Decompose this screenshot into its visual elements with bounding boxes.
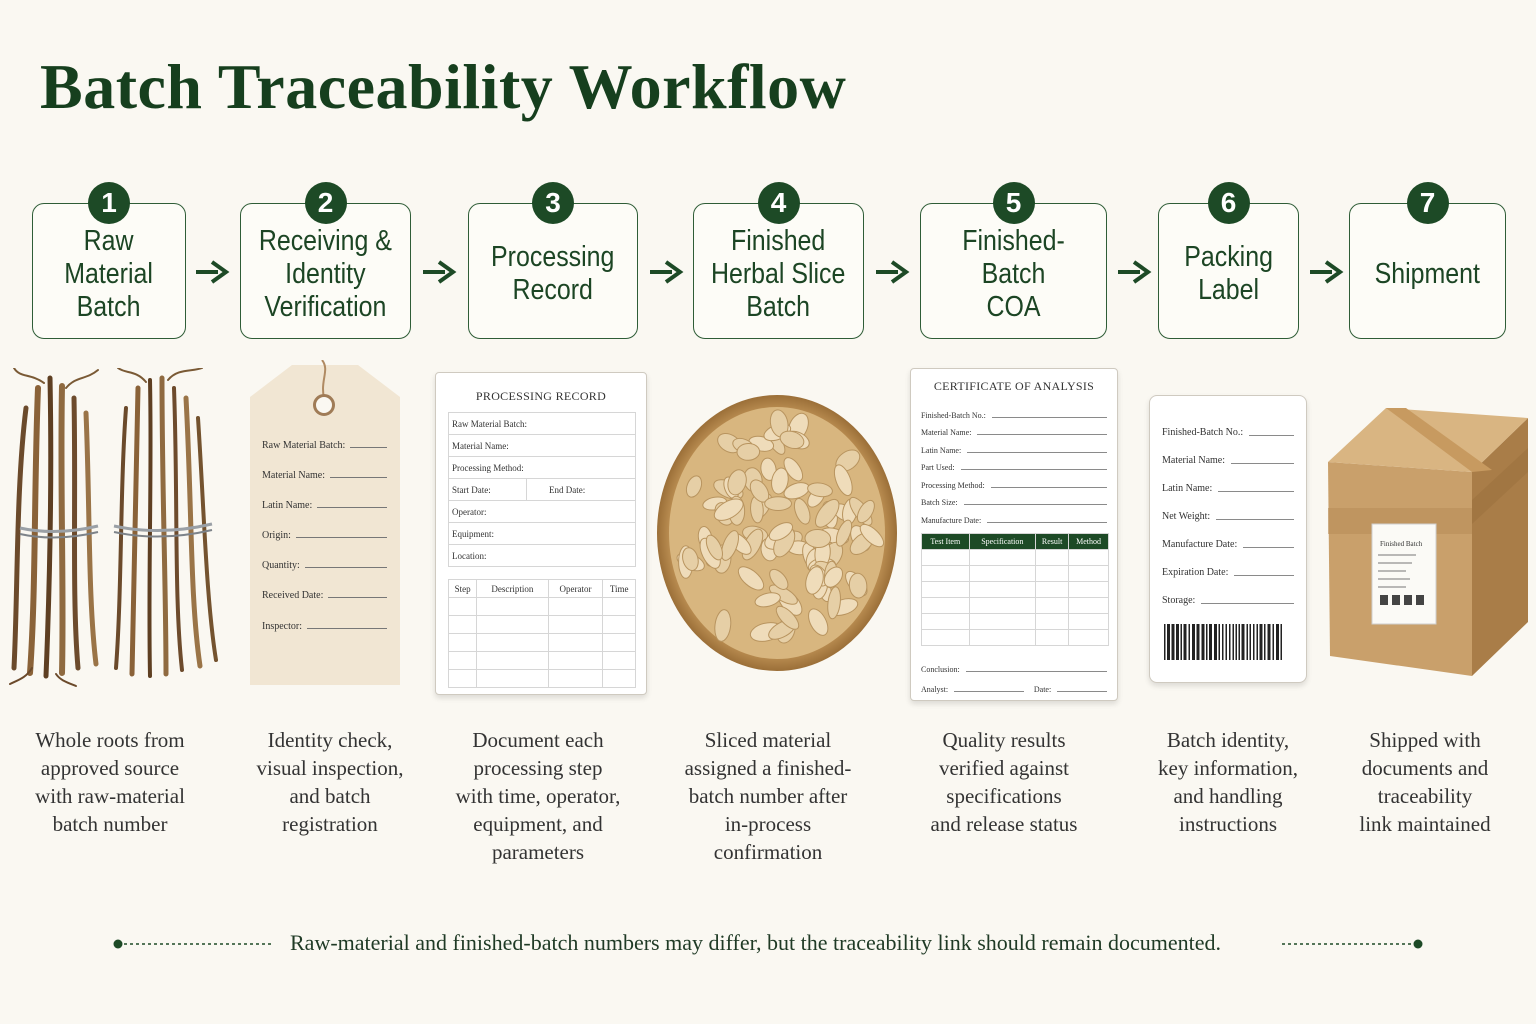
- barcode-bar: [1229, 624, 1231, 660]
- packing-label-document: Finished-Batch No.: Material Name: Latin Name: Net Weight: Manufacture Date: Expiration Date: Storage:: [1149, 395, 1307, 683]
- step-label: Processing Record: [491, 241, 615, 306]
- tag-field: Raw Material Batch:: [262, 440, 387, 451]
- footer-note-text: Raw-material and finished-batch numbers may differ, but the traceability link should remain documented.: [290, 930, 1221, 955]
- tag-field: Inspector:: [262, 621, 387, 632]
- barcode-bar: [1273, 624, 1275, 660]
- barcode-bar: [1202, 624, 1205, 660]
- footer-note: [112, 930, 1424, 960]
- step-number-badge: 7: [1407, 182, 1449, 224]
- step-description: Whole roots from approved source with raw-material batch number: [35, 728, 185, 836]
- step-label: Finished-Batch COA: [962, 224, 1065, 323]
- arrow-right-icon: [421, 257, 457, 287]
- arrow-right-icon: [648, 257, 684, 287]
- barcode-bar: [1268, 624, 1271, 660]
- coa-fields: Finished-Batch No.: Material Name: Latin Name: Part Used: Processing Method: Batch Size: Manufacture Date:: [921, 402, 1107, 525]
- barcode-bar: [1197, 624, 1200, 660]
- tag-field: Latin Name:: [262, 500, 387, 511]
- barcode-bar: [1176, 624, 1179, 660]
- barcode-bar: [1222, 624, 1224, 660]
- tag-field: Quantity:: [262, 560, 387, 571]
- coa-date-label: Date:: [1033, 684, 1052, 694]
- page-title: Batch Traceability Workflow: [40, 51, 847, 122]
- barcode-bar: [1189, 624, 1191, 660]
- barcode-bar: [1260, 624, 1263, 660]
- barcode-bar: [1236, 624, 1238, 660]
- step-number-badge: 6: [1208, 182, 1250, 224]
- step-description: Identity check, visual inspection, and batch registration: [256, 728, 404, 836]
- barcode-bar: [1167, 624, 1170, 660]
- step-description: Shipped with documents and traceability link maintained: [1359, 728, 1491, 836]
- arrow-right-icon: [874, 257, 910, 287]
- dotted-connector-left: [112, 938, 277, 950]
- barcode-bar: [1219, 624, 1221, 660]
- barcode-icon: [1162, 624, 1288, 660]
- barcode-bar: [1233, 624, 1235, 660]
- herbal-slice: [765, 497, 792, 511]
- arrow-right-icon: [194, 257, 230, 287]
- barcode-bar: [1247, 624, 1249, 660]
- step-number-badge: 3: [532, 182, 574, 224]
- step-packing-label: [1158, 187, 1299, 339]
- barcode-bar: [1226, 624, 1228, 660]
- barcode-bar: [1184, 624, 1187, 660]
- step-number-badge: 4: [758, 182, 800, 224]
- step-number-badge: 5: [993, 182, 1035, 224]
- step-receiving-identity-verification: [240, 187, 411, 339]
- barcode-bar: [1209, 624, 1212, 660]
- barcode-bar: [1214, 624, 1217, 660]
- barcode-bar: [1192, 624, 1195, 660]
- herbal-slice: [737, 443, 760, 461]
- processing-record-title: PROCESSING RECORD: [475, 389, 607, 403]
- barcode-bar: [1276, 624, 1279, 660]
- barcode-bar: [1264, 624, 1266, 660]
- step-description: Batch identity, key information, and handling instructions: [1158, 728, 1298, 836]
- barcode-bar: [1242, 624, 1245, 660]
- coa-results-table: Test Item Specification Result Method: [921, 533, 1109, 646]
- barcode-bar: [1206, 624, 1208, 660]
- coa-document: [910, 368, 1118, 701]
- barcode-bar: [1250, 624, 1252, 660]
- step-finished-batch-coa: [920, 187, 1107, 339]
- coa-analyst-label: Analyst:: [921, 684, 949, 694]
- coa-title: CERTIFICATE OF ANALYSIS: [933, 379, 1095, 393]
- tag-hole: [313, 394, 335, 416]
- step-shipment: [1349, 187, 1506, 339]
- herbal-slice-basket-image: [652, 385, 902, 675]
- step-label: Raw Material Batch: [64, 224, 154, 323]
- step-processing-record: [468, 187, 638, 339]
- tag-field: Material Name:: [262, 470, 387, 481]
- tag-field: Origin:: [262, 530, 387, 541]
- arrow-right-icon: [1116, 257, 1152, 287]
- barcode-bar: [1281, 624, 1283, 660]
- processing-record-document: PROCESSING RECORD Raw Material Batch: Material Name: Processing Method: Start Date: End Date: Operator: Equipment: Location: Step Description Operator Time: [435, 372, 647, 695]
- box-label-title: Finished Batch: [1380, 540, 1423, 548]
- step-finished-herbal-slice-batch: [693, 187, 864, 339]
- step-label: Receiving & Identity Verification: [258, 224, 393, 323]
- tag-field: Received Date:: [262, 590, 387, 601]
- step-description: Sliced material assigned a finished- batch number after in-process confirmation: [684, 728, 852, 864]
- coa-conclusion-label: Conclusion:: [921, 664, 960, 674]
- step-raw-material-batch: [32, 187, 186, 339]
- barcode-bar: [1181, 624, 1183, 660]
- raw-roots-bundle-image: [6, 368, 226, 688]
- step-label: Shipment: [1374, 257, 1481, 290]
- step-number-badge: 1: [88, 182, 130, 224]
- arrow-right-icon: [1308, 257, 1344, 287]
- step-number-badge: 2: [305, 182, 347, 224]
- barcode-bar: [1239, 624, 1241, 660]
- barcode-bar: [1164, 624, 1166, 660]
- step-label: Finished Herbal Slice Batch: [711, 224, 846, 323]
- step-description: Document each processing step with time, operator, equipment, and parameters: [455, 728, 621, 864]
- shipping-box-image: [1326, 400, 1531, 680]
- step-label: Packing Label: [1184, 241, 1273, 306]
- step-description: Quality results verified against specifications and release status: [930, 728, 1078, 836]
- barcode-bar: [1172, 624, 1175, 660]
- barcode-bar: [1253, 624, 1255, 660]
- barcode-bar: [1257, 624, 1259, 660]
- dotted-connector-right: [1280, 938, 1424, 950]
